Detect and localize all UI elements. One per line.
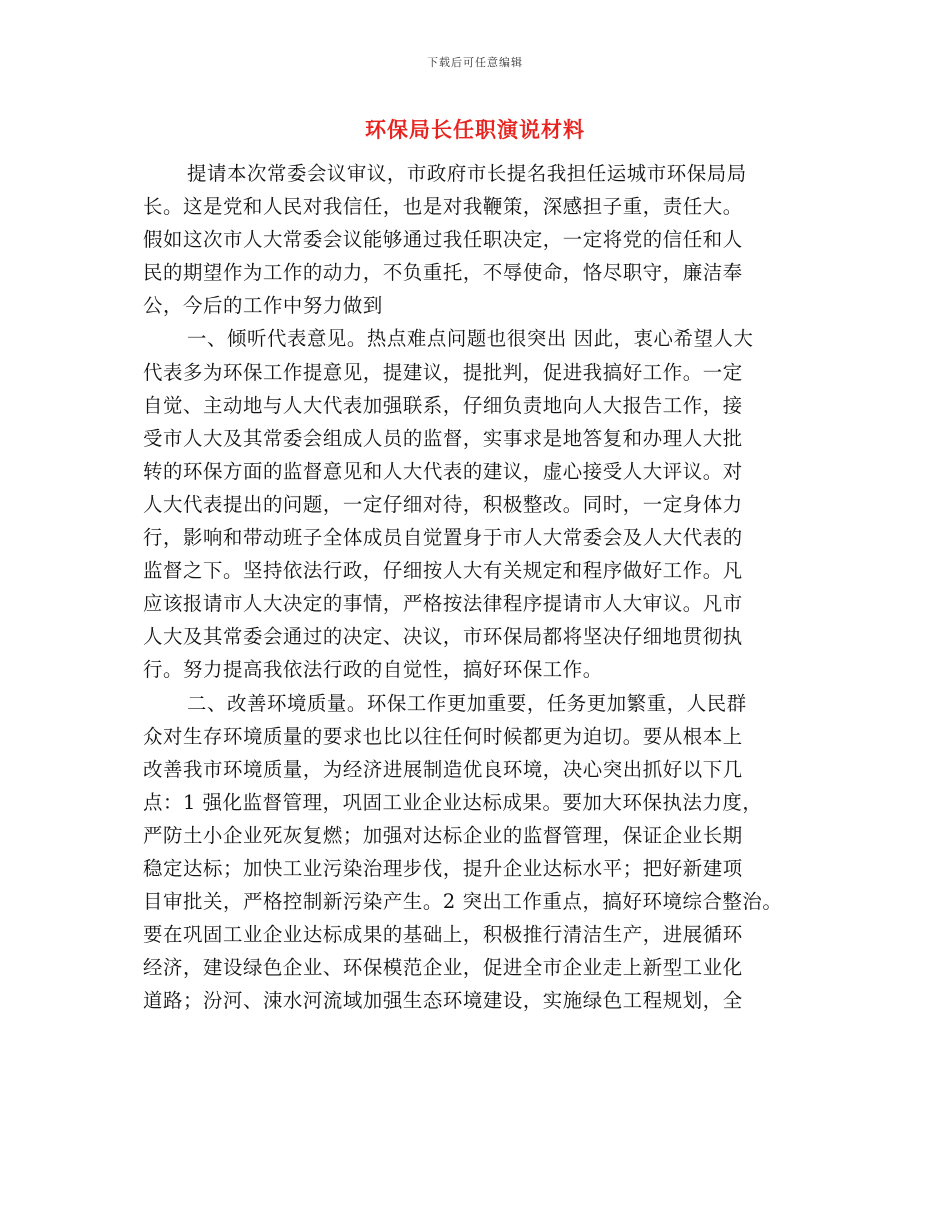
paragraph-line: 严防土小企业死灰复燃；加强对达标企业的监督管理，保证企业长期 [143, 823, 743, 847]
paragraph-line: 长。这是党和人民对我信任，也是对我鞭策，深感担子重，责任大。 [143, 195, 743, 219]
paragraph-line: 人大及其常委会通过的决定、决议，市环保局都将坚决仔细地贯彻执 [143, 625, 743, 649]
paragraph-line: 代表多为环保工作提意见，提建议，提批判，促进我搞好工作。一定 [143, 360, 743, 384]
paragraph-line: 众对生存环境质量的要求也比以往任何时候都更为迫切。要从根本上 [143, 724, 743, 748]
paragraph-line: 二、改善环境质量。环保工作更加重要，任务更加繁重，人民群 [187, 691, 747, 715]
paragraph-line: 目审批关，严格控制新污染产生。2 突出工作重点，搞好环境综合整治。 [143, 890, 783, 914]
paragraph-line: 假如这次市人大常委会议能够通过我任职决定，一定将党的信任和人 [143, 228, 743, 252]
document-title: 环保局长任职演说材料 [365, 117, 585, 142]
paragraph-line: 民的期望作为工作的动力，不负重托，不辱使命，恪尽职守，廉洁奉 [143, 261, 743, 285]
paragraph-line: 提请本次常委会议审议，市政府市长提名我担任运城市环保局局 [187, 162, 747, 185]
paragraph-line: 改善我市环境质量，为经济进展制造优良环境，决心突出抓好以下几 [143, 757, 743, 781]
paragraph-line: 行，影响和带动班子全体成员自觉置身于市人大常委会及人大代表的 [143, 526, 743, 550]
paragraph-line: 行。努力提高我依法行政的自觉性，搞好环保工作。 [143, 658, 603, 682]
paragraph-line: 稳定达标；加快工业污染治理步伐，提升企业达标水平；把好新建项 [143, 856, 743, 880]
paragraph-line: 一、倾听代表意见。热点难点问题也很突出 因此，衷心希望人大 [187, 327, 754, 351]
paragraph-line: 经济，建设绿色企业、环保模范企业，促进全市企业走上新型工业化 [143, 956, 743, 980]
paragraph-line: 公，今后的工作中努力做到 [143, 294, 383, 318]
paragraph-line: 人大代表提出的问题，一定仔细对待，积极整改。同时，一定身体力 [143, 492, 743, 516]
paragraph-line: 监督之下。坚持依法行政，仔细按人大有关规定和程序做好工作。凡 [143, 559, 743, 583]
paragraph-line: 道路；汾河、涑水河流域加强生态环境建设，实施绿色工程规划，全 [143, 989, 743, 1013]
paragraph-line: 转的环保方面的监督意见和人大代表的建议，虚心接受人大评议。对 [143, 459, 743, 483]
paragraph-line: 要在巩固工业企业达标成果的基础上，积极推行清洁生产，进展循环 [143, 923, 743, 947]
document-body [143, 157, 823, 1017]
page-header-note: 下载后可任意编辑 [427, 56, 523, 69]
paragraph-line: 应该报请市人大决定的事情，严格按法律程序提请市人大审议。凡市 [143, 592, 743, 616]
paragraph-line: 受市人大及其常委会组成人员的监督，实事求是地答复和办理人大批 [143, 426, 743, 450]
paragraph-line: 点：1 强化监督管理，巩固工业企业达标成果。要加大环保执法力度， [143, 790, 763, 814]
paragraph-line: 自觉、主动地与人大代表加强联系，仔细负责地向人大报告工作，接 [143, 393, 743, 417]
